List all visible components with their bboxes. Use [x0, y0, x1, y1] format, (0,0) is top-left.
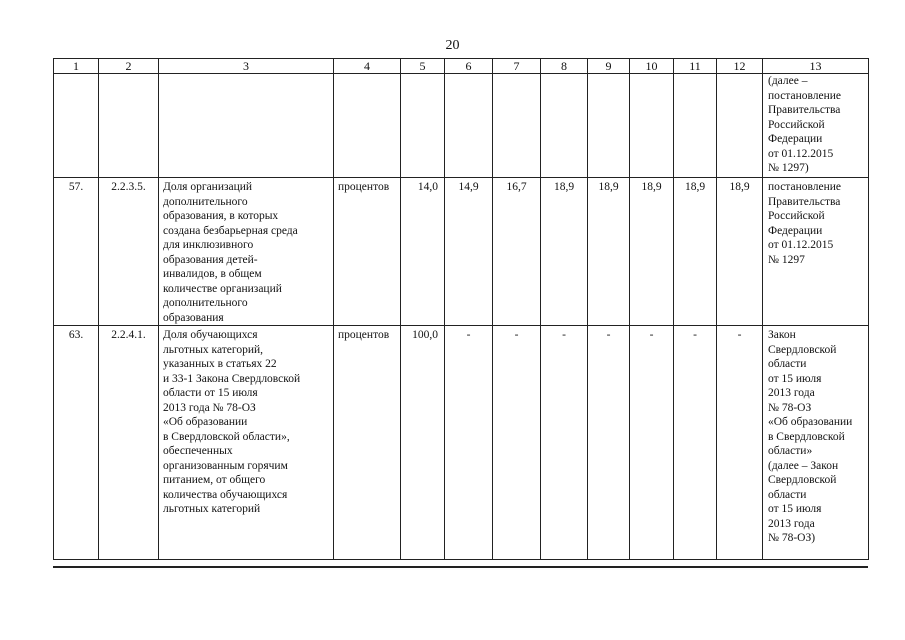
value-6-cell: -	[445, 326, 493, 560]
value-6-cell	[445, 74, 493, 178]
column-number-4: 4	[334, 59, 401, 74]
indicator-code-cell: 2.2.4.1.	[99, 326, 159, 560]
unit-cell: процентов	[334, 326, 401, 560]
unit-cell: процентов	[334, 178, 401, 326]
page-number: 20	[445, 38, 460, 53]
indicator-code-cell: 2.2.3.5.	[99, 178, 159, 326]
value-9-cell: 18,9	[588, 178, 630, 326]
value-9-cell	[588, 74, 630, 178]
value-12-cell	[717, 74, 763, 178]
value-10-cell: -	[630, 326, 674, 560]
source-document-cell: Закон Свердловской области от 15 июля 2013 года № 78-ОЗ «Об образовании в Свердловской области» (далее – Закон Свердловской области от 15 июля 2013 года № 78-ОЗ)	[763, 326, 869, 560]
column-number-11: 11	[674, 59, 717, 74]
indicator-name-cell	[159, 74, 334, 178]
value-10-cell: 18,9	[630, 178, 674, 326]
column-number-1: 1	[54, 59, 99, 74]
column-number-row	[54, 59, 869, 74]
source-document-cell: постановление Правительства Российской Федерации от 01.12.2015 № 1297	[763, 178, 869, 326]
column-number-13: 13	[763, 59, 869, 74]
indicator-name-cell: Доля обучающихся льготных категорий, указанных в статьях 22 и 33-1 Закона Свердловской области от 15 июля 2013 года № 78-ОЗ «Об образовании в Свердловской области», обеспеченных организованным горячим питанием, от общего количества обучающихся льготных категорий	[159, 326, 334, 560]
row-number-cell: 63.	[54, 326, 99, 560]
value-12-cell: -	[717, 326, 763, 560]
value-7-cell	[493, 74, 541, 178]
table-row	[54, 326, 869, 560]
value-7-cell: 16,7	[493, 178, 541, 326]
value-8-cell: 18,9	[541, 178, 588, 326]
column-number-5: 5	[401, 59, 445, 74]
column-number-7: 7	[493, 59, 541, 74]
column-number-3: 3	[159, 59, 334, 74]
source-document-cell: (далее – постановление Правительства Российской Федерации от 01.12.2015 № 1297)	[763, 74, 869, 178]
column-number-9: 9	[588, 59, 630, 74]
table-row	[54, 178, 869, 326]
indicators-table	[53, 58, 869, 560]
value-10-cell	[630, 74, 674, 178]
value-12-cell: 18,9	[717, 178, 763, 326]
row-number-cell	[54, 74, 99, 178]
row-number-cell: 57.	[54, 178, 99, 326]
value-11-cell	[674, 74, 717, 178]
value-11-cell: 18,9	[674, 178, 717, 326]
base-value-cell: 14,0	[401, 178, 445, 326]
indicator-code-cell	[99, 74, 159, 178]
column-number-2: 2	[99, 59, 159, 74]
value-8-cell: -	[541, 326, 588, 560]
value-9-cell: -	[588, 326, 630, 560]
table-bottom-rule	[53, 566, 868, 568]
column-number-8: 8	[541, 59, 588, 74]
value-8-cell	[541, 74, 588, 178]
value-6-cell: 14,9	[445, 178, 493, 326]
value-11-cell: -	[674, 326, 717, 560]
column-number-6: 6	[445, 59, 493, 74]
base-value-cell: 100,0	[401, 326, 445, 560]
table-row	[54, 74, 869, 178]
column-number-12: 12	[717, 59, 763, 74]
column-number-10: 10	[630, 59, 674, 74]
unit-cell	[334, 74, 401, 178]
base-value-cell	[401, 74, 445, 178]
indicator-name-cell: Доля организаций дополнительного образования, в которых создана безбарьерная среда для инклюзивного образования детей- инвалидов, в общем количестве организаций дополнительного образования	[159, 178, 334, 326]
value-7-cell: -	[493, 326, 541, 560]
